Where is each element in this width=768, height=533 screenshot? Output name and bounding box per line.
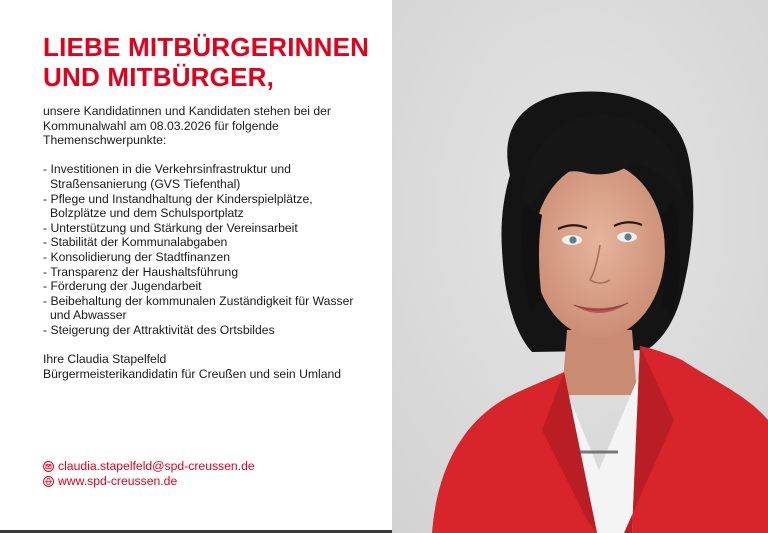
list-item-line: - Transparenz der Haushaltsführung [43, 264, 239, 279]
intro-line-1: unsere Kandidatinnen und Kandidaten stehen bei der [43, 104, 331, 118]
list-item-continuation: Straßensanierung (GVS Tiefenthal) [50, 176, 241, 191]
email-link[interactable]: claudia.stapelfeld@spd-creussen.de [58, 459, 255, 473]
spacer [43, 338, 383, 353]
portrait-illustration [392, 0, 768, 533]
list-item-line: - Förderung der Jugendarbeit [43, 279, 202, 294]
list-item-line: - Steigerung der Attraktivität des Ortsbildes [43, 322, 275, 337]
mail-icon [43, 461, 54, 472]
globe-icon [43, 476, 54, 487]
signature-name: Ihre Claudia Stapelfeld [43, 352, 167, 367]
priorities-list [43, 162, 383, 337]
list-item [43, 294, 383, 323]
list-item-line: - Stabilität der Kommunalabgaben [43, 235, 228, 250]
list-item [43, 250, 383, 265]
list-item-continuation: Bolzplätze und dem Schulsportplatz [50, 206, 244, 221]
list-item [43, 235, 383, 250]
list-item [43, 192, 383, 221]
headline-line-2: UND MITBÜRGER, [43, 62, 275, 92]
list-item [43, 279, 383, 294]
list-item-line: - Unterstützung und Stärkung der Vereinsarbeit [43, 220, 298, 235]
list-item-line: - Investitionen in die Verkehrsinfrastruktur und [43, 162, 291, 177]
contact-block [43, 459, 255, 489]
intro-line-2: Kommunalwahl am 08.03.2026 für folgende [43, 118, 279, 133]
website-row[interactable] [43, 474, 255, 489]
website-link[interactable]: www.spd-creussen.de [58, 474, 178, 488]
list-item-line: - Konsolidierung der Stadtfinanzen [43, 249, 230, 264]
list-item [43, 265, 383, 280]
candidate-portrait [392, 0, 768, 533]
signature-role: Bürgermeisterikandidatin für Creußen und sein Umland [43, 366, 342, 381]
headline [43, 32, 369, 92]
list-item [43, 162, 383, 191]
headline-line-1: LIEBE MITBÜRGERINNEN [43, 32, 370, 62]
list-item [43, 323, 383, 338]
list-item-line: - Pflege und Instandhaltung der Kinderspielplätze, [43, 191, 313, 206]
email-row[interactable] [43, 459, 255, 474]
intro-line-3: Themenschwerpunkte: [43, 133, 167, 148]
list-item-continuation: und Abwasser [50, 308, 127, 323]
spacer [43, 148, 383, 163]
list-item-line: - Beibehaltung der kommunalen Zuständigkeit für Wasser [43, 293, 354, 308]
list-item [43, 221, 383, 236]
body-text [43, 104, 383, 381]
